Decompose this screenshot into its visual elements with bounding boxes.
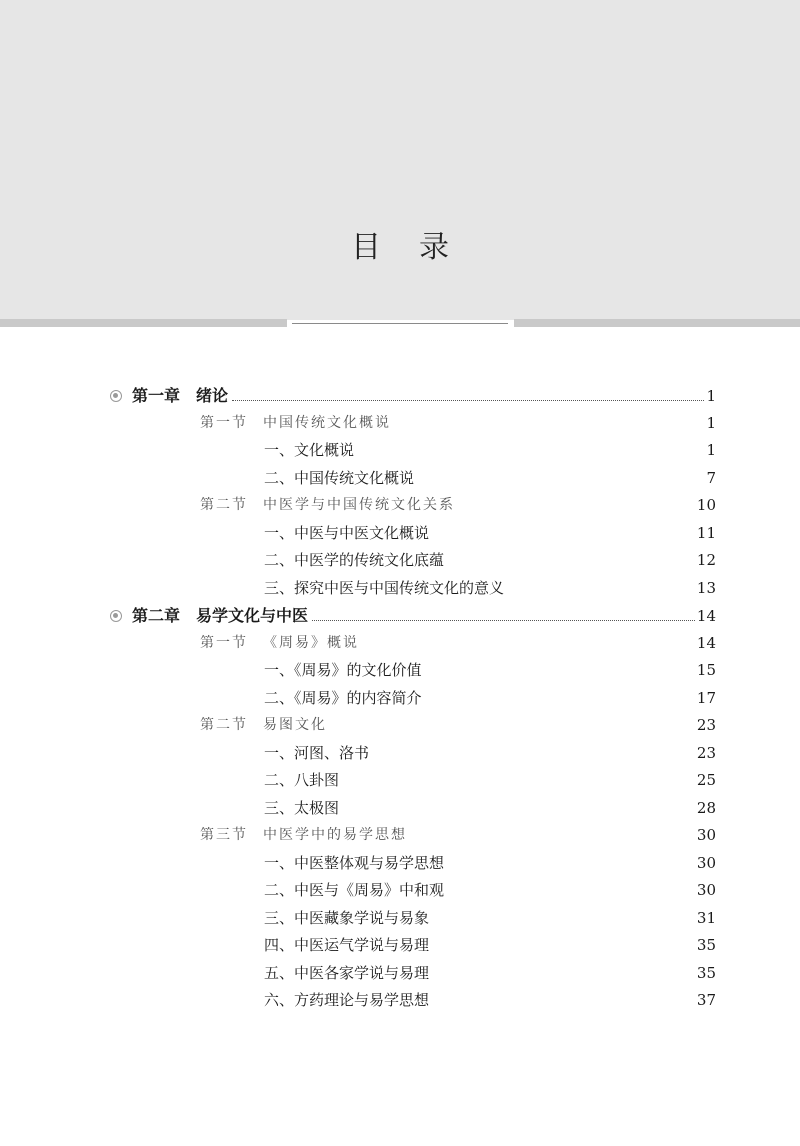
toc-item-row[interactable] <box>264 465 716 492</box>
page-number: 7 <box>706 468 716 487</box>
page-number: 15 <box>696 661 716 679</box>
page-number: 25 <box>696 771 716 789</box>
header-rule-right <box>514 319 800 327</box>
toc-section-row[interactable] <box>200 712 716 739</box>
section-title: 中医学中的易学思想 <box>263 827 407 843</box>
dot-leader <box>312 620 695 621</box>
page-number: 30 <box>696 826 716 844</box>
chapter-bullet-icon <box>110 610 122 622</box>
page-number: 14 <box>696 607 716 625</box>
toc-section-row[interactable] <box>200 492 716 519</box>
toc-chapter-row[interactable] <box>110 602 716 629</box>
header-band <box>0 0 800 320</box>
page-number: 31 <box>696 908 716 927</box>
toc-item-row[interactable] <box>264 850 716 877</box>
chapter-bullet-icon <box>110 390 122 402</box>
page-title: 目录 <box>351 230 487 265</box>
page-number: 23 <box>696 716 716 734</box>
header-rule-left <box>0 319 287 327</box>
page-number: 37 <box>696 991 716 1009</box>
section-title: 中国传统文化概说 <box>263 414 391 431</box>
item-title: 一、文化概说 <box>264 441 355 459</box>
item-title: 六、方药理论与易学思想 <box>264 991 430 1009</box>
toc-item-row[interactable] <box>264 575 716 602</box>
page-number: 1 <box>706 387 716 405</box>
item-title: 三、太极图 <box>264 798 340 817</box>
toc-section-row[interactable] <box>200 630 716 657</box>
toc-item-row[interactable] <box>264 987 716 1014</box>
toc-section-row[interactable] <box>200 410 716 437</box>
chapter-title: 绪论 <box>196 386 229 405</box>
header-rule-center <box>292 323 508 324</box>
section-label: 第一节 <box>200 414 248 431</box>
toc-item-row[interactable] <box>264 877 716 904</box>
item-title: 一、河图、洛书 <box>264 743 370 762</box>
section-label: 第三节 <box>200 827 248 843</box>
chapter-label: 第一章 <box>132 386 181 405</box>
item-title: 二、中医与《周易》中和观 <box>264 881 445 899</box>
toc-item-row[interactable] <box>264 795 716 822</box>
toc-item-row[interactable] <box>264 685 716 712</box>
page-number: 14 <box>696 633 716 652</box>
toc-chapter-row[interactable] <box>110 382 716 409</box>
item-title: 二、中医学的传统文化底蕴 <box>264 551 445 569</box>
item-title: 二、《周易》的内容简介 <box>264 688 422 707</box>
section-title: 《周易》概说 <box>263 634 359 651</box>
item-title: 一、中医整体观与易学思想 <box>264 853 445 872</box>
chapter-label: 第二章 <box>132 606 181 625</box>
page-number: 30 <box>696 853 716 872</box>
section-label: 第一节 <box>200 634 248 651</box>
page-number: 13 <box>696 578 716 597</box>
page-number: 17 <box>696 688 716 707</box>
toc-item-row[interactable] <box>264 657 716 684</box>
item-title: 一、《周易》的文化价值 <box>264 661 422 679</box>
item-title: 二、八卦图 <box>264 771 340 789</box>
item-title: 二、中国传统文化概说 <box>264 468 415 487</box>
page-number: 35 <box>696 963 716 982</box>
toc-item-row[interactable] <box>264 960 716 987</box>
page-number: 1 <box>706 413 716 432</box>
toc-item-row[interactable] <box>264 520 716 547</box>
page-number: 35 <box>696 936 716 954</box>
page-number: 30 <box>696 881 716 899</box>
toc-item-row[interactable] <box>264 932 716 959</box>
dot-leader <box>232 400 704 401</box>
page-number: 28 <box>696 798 716 817</box>
section-title: 易图文化 <box>263 717 327 733</box>
toc-section-row[interactable] <box>200 822 716 849</box>
section-title: 中医学与中国传统文化关系 <box>263 497 455 513</box>
toc-item-row[interactable] <box>264 767 716 794</box>
toc-item-row[interactable] <box>264 905 716 932</box>
page-number: 10 <box>696 496 716 514</box>
page-number: 1 <box>706 441 716 459</box>
item-title: 一、中医与中医文化概说 <box>264 523 430 542</box>
page-number: 12 <box>696 551 716 569</box>
section-label: 第二节 <box>200 717 248 733</box>
page-number: 23 <box>696 743 716 762</box>
toc-item-row[interactable] <box>264 437 716 464</box>
item-title: 三、中医藏象学说与易象 <box>264 908 430 927</box>
toc-item-row[interactable] <box>264 740 716 767</box>
page-number: 11 <box>696 523 716 542</box>
item-title: 五、中医各家学说与易理 <box>264 963 430 982</box>
section-label: 第二节 <box>200 497 248 513</box>
chapter-title: 易学文化与中医 <box>196 606 309 625</box>
toc-item-row[interactable] <box>264 547 716 574</box>
item-title: 三、探究中医与中国传统文化的意义 <box>264 578 505 597</box>
item-title: 四、中医运气学说与易理 <box>264 936 430 954</box>
